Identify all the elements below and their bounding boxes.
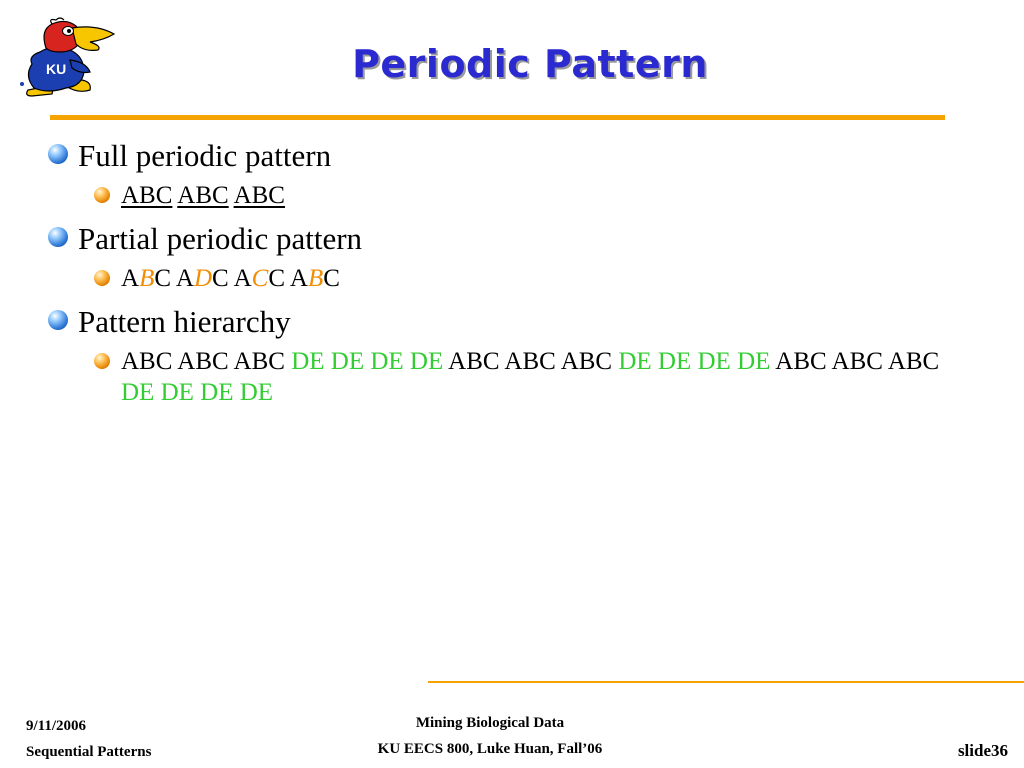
footer-topic: Sequential Patterns <box>26 744 152 760</box>
hierarchy-abc: ABC ABC ABC <box>775 348 940 375</box>
ku-jayhawk-logo <box>18 16 118 100</box>
hierarchy-de: DE DE DE DE <box>291 348 444 375</box>
slide-content <box>48 136 978 416</box>
pattern-group: ABC <box>289 265 340 292</box>
bullet-full-periodic <box>48 136 978 176</box>
pattern-abc: ABC <box>233 182 285 209</box>
orange-bullet-icon <box>94 270 110 286</box>
blue-bullet-icon <box>48 144 68 164</box>
footer-date: 9/11/2006 <box>26 718 87 734</box>
hierarchy-abc: ABC ABC ABC <box>121 348 285 375</box>
orange-bullet-icon <box>94 353 110 369</box>
pattern-group: ADC <box>175 265 229 292</box>
bullet-pattern-hierarchy <box>48 302 978 342</box>
hierarchy-de: DE DE DE DE <box>121 379 274 406</box>
pattern-abc: ABC <box>177 182 229 209</box>
blue-bullet-icon <box>48 310 68 330</box>
pattern-group: ACC <box>233 265 286 292</box>
footer-slide-number: slide36 <box>957 741 1008 760</box>
sub-bullet-full-periodic <box>48 180 978 211</box>
footer-course-title: Mining Biological Data <box>415 715 565 731</box>
sub-bullet-pattern-hierarchy <box>48 346 978 408</box>
footer-course: KU EECS 800, Luke Huan, Fall’06 <box>377 741 603 757</box>
slide-title: Periodic Pattern <box>352 42 708 86</box>
hierarchy-abc: ABC ABC ABC <box>448 348 613 375</box>
orange-bullet-icon <box>94 187 110 203</box>
bullet-partial-periodic <box>48 219 978 259</box>
bullet-label: Partial periodic pattern <box>78 221 363 256</box>
title-divider <box>50 115 945 120</box>
pattern-group: ABC <box>121 265 172 292</box>
pattern-abc: ABC <box>121 182 173 209</box>
bullet-label: Pattern hierarchy <box>78 304 291 339</box>
footer-divider <box>428 681 1024 683</box>
blue-bullet-icon <box>48 227 68 247</box>
ku-logo-text: KU <box>46 61 67 77</box>
sub-bullet-partial-periodic <box>48 263 978 294</box>
hierarchy-de: DE DE DE DE <box>618 348 771 375</box>
bullet-label: Full periodic pattern <box>78 138 332 173</box>
